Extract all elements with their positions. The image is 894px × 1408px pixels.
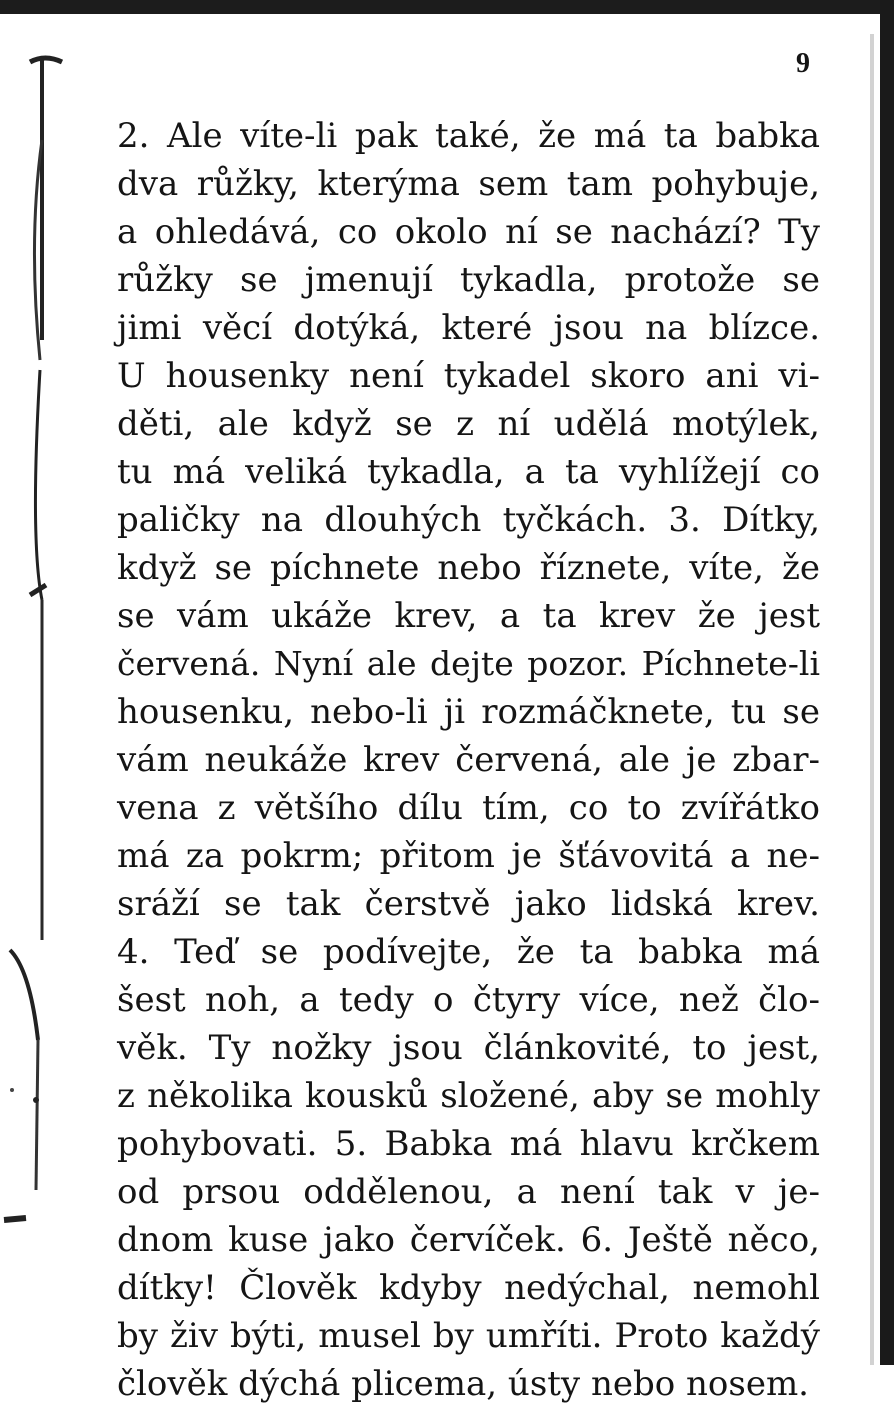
page-edge-shadow	[870, 34, 874, 1365]
text-line: dítky! Člověk kdyby nedýchal, nemohl	[117, 1268, 820, 1308]
text-line: 4. Teď se podívejte, že ta babka má	[117, 932, 820, 972]
text-line: vena z většího dílu tím, co to zvířátko	[117, 788, 820, 828]
body-text	[117, 112, 820, 1408]
text-line: dnom kuse jako červíček. 6. Ještě něco,	[117, 1220, 820, 1260]
text-line: červená. Nyní ale dejte pozor. Píchnete-li	[117, 644, 820, 683]
text-line: tu má veliká tykadla, a ta vyhlížejí co	[117, 452, 820, 492]
text-line: šest noh, a tedy o čtyry více, než člo-	[117, 980, 820, 1020]
text-line: U housenky není tykadel skoro ani vi-	[117, 356, 820, 396]
text-line: a ohledává, co okolo ní se nachází? Ty	[117, 212, 820, 252]
text-line: housenku, nebo-li ji rozmáčknete, tu se	[117, 692, 820, 732]
page-number: 9	[796, 48, 810, 79]
text-line: vám neukáže krev červená, ale je zbar-	[117, 740, 820, 780]
text-line: člověk dýchá plicema, ústy nebo nosem.	[117, 1364, 809, 1404]
binding-gutter	[0, 40, 80, 1260]
text-line: z několika kousků složené, aby se mohly	[117, 1076, 820, 1116]
text-line: pohybovati. 5. Babka má hlavu krčkem	[117, 1124, 820, 1164]
text-line: jimi věcí dotýká, které jsou na blízce.	[117, 308, 820, 348]
text-line: dva růžky, kterýma sem tam pohybuje,	[117, 164, 820, 204]
scan-top-border	[0, 0, 894, 14]
text-line: věk. Ty nožky jsou článkovité, to jest,	[117, 1028, 820, 1068]
text-line: když se píchnete nebo říznete, víte, že	[117, 548, 820, 588]
text-line: má za pokrm; přitom je šťávovitá a ne-	[117, 836, 820, 876]
text-line: děti, ale když se z ní udělá motýlek,	[117, 404, 820, 444]
scan-right-border	[880, 0, 894, 1365]
text-line: by živ býti, musel by umříti. Proto každý	[117, 1316, 820, 1356]
text-line: 2. Ale víte-li pak také, že má ta babka	[117, 116, 820, 156]
text-line: od prsou oddělenou, a není tak v je-	[117, 1172, 820, 1212]
text-line: se vám ukáže krev, a ta krev že jest	[117, 596, 820, 636]
text-line: růžky se jmenují tykadla, protože se	[117, 260, 820, 300]
text-line: paličky na dlouhých tyčkách. 3. Dítky,	[117, 500, 820, 540]
text-line: sráží se tak čerstvě jako lidská krev.	[117, 884, 820, 924]
